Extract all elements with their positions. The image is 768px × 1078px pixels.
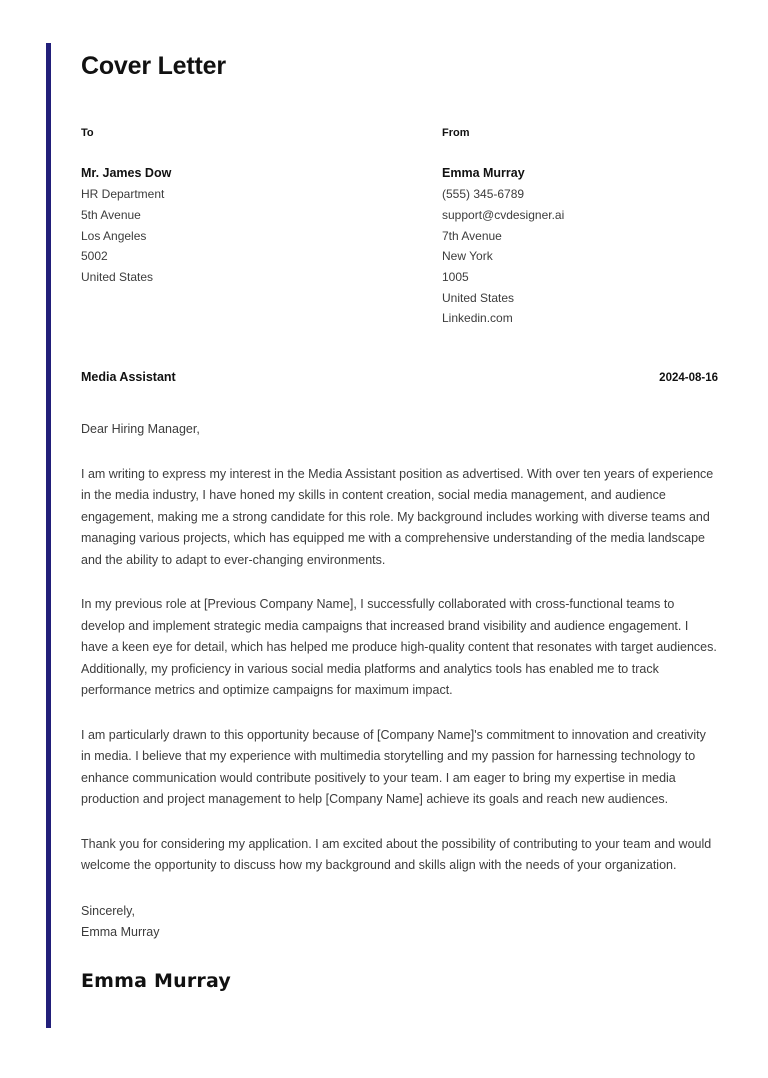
sender-address-line: 1005 bbox=[442, 269, 469, 284]
letter-date: 2024-08-16 bbox=[659, 371, 718, 384]
sender-phone: (555) 345-6789 bbox=[442, 187, 525, 202]
closing-name: Emma Murray bbox=[81, 925, 160, 940]
recipient-name: Mr. James Dow bbox=[81, 165, 172, 180]
sender-label: From bbox=[442, 126, 470, 139]
closing-block bbox=[81, 901, 718, 944]
subject-date-row bbox=[81, 370, 718, 384]
sender-address-line: New York bbox=[442, 249, 493, 264]
body-paragraph: In my previous role at [Previous Company Name], I successfully collaborated with cross-functional teams to develop and implement strategic media campaigns that increased brand visibility and audience engagement. I have a keen eye for detail, which has helped me produce high-quality content that resonates with target audiences. Additionally, my proficiency in various social media platforms and analytics tools has enabled me to track performance metrics and optimize campaigns for maximum impact. bbox=[81, 597, 717, 698]
sender-website: Linkedin.com bbox=[442, 311, 513, 326]
sender-email: support@cvdesigner.ai bbox=[442, 208, 565, 223]
salutation: Dear Hiring Manager, bbox=[81, 421, 200, 436]
body-paragraph: I am writing to express my interest in the Media Assistant position as advertised. With over ten years of experience in the media industry, I have honed my skills in content creation, social media management, and audience engagement, making me a strong candidate for this role. My background includes working with diverse teams and managing various projects, which has equipped me with a comprehensive understanding of the media landscape and the ability to adapt to ever-changing environments. bbox=[81, 466, 714, 567]
letter-content bbox=[81, 43, 718, 992]
closing-salutation: Sincerely, bbox=[81, 903, 135, 918]
recipient-address-line: 5002 bbox=[81, 249, 108, 264]
letter-subject: Media Assistant bbox=[81, 369, 176, 384]
recipient-block bbox=[81, 126, 442, 329]
sender-name: Emma Murray bbox=[442, 165, 525, 180]
recipient-label: To bbox=[81, 126, 94, 139]
sender-address-line: 7th Avenue bbox=[442, 228, 502, 243]
sender-address-line: United States bbox=[442, 290, 515, 305]
recipient-address-line: United States bbox=[81, 269, 154, 284]
address-section bbox=[81, 126, 718, 329]
recipient-address-line: 5th Avenue bbox=[81, 208, 141, 223]
body-paragraph: I am particularly drawn to this opportunity because of [Company Name]'s commitment to innovation and creativity in media. I believe that my experience with multimedia storytelling and my passion for harnessing technology to enhance communication would contribute positively to your team. I am eager to bring my expertise in media production and project management to help [Company Name] achieve its goals and reach new audiences. bbox=[81, 727, 706, 807]
recipient-address-line: Los Angeles bbox=[81, 228, 147, 243]
recipient-address-line: HR Department bbox=[81, 187, 165, 202]
body-paragraph: Thank you for considering my application. I am excited about the possibility of contributing to your team and would welcome the opportunity to discuss how my background and skills align with the needs of your organization. bbox=[81, 836, 712, 873]
sender-block bbox=[442, 126, 718, 329]
left-accent-bar bbox=[46, 43, 51, 1028]
page-title: Cover Letter bbox=[81, 52, 226, 80]
signature: Emma Murray bbox=[81, 969, 232, 992]
